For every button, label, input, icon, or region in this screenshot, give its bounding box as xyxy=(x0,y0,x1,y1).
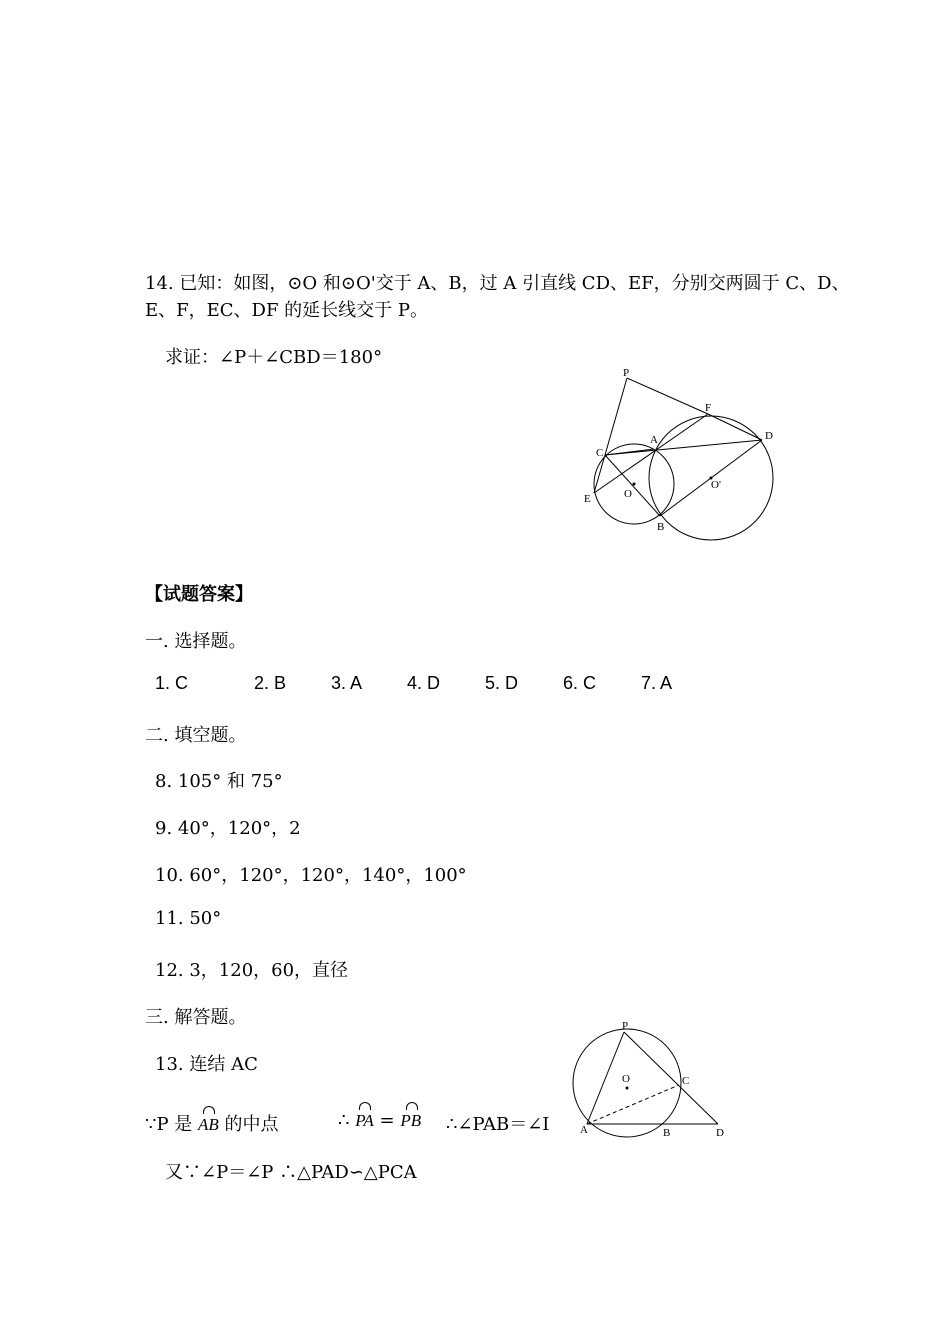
line-pd xyxy=(624,1032,718,1124)
label-d: D xyxy=(716,1127,724,1139)
q13-arc-equality xyxy=(338,1110,421,1131)
section-solve: 三. 解答题。 xyxy=(145,1007,247,1028)
arc-pa: PA xyxy=(355,1111,374,1130)
choice-answer: 7. A xyxy=(641,673,673,693)
label-c: C xyxy=(596,447,604,459)
label-d: D xyxy=(765,430,773,442)
fill-answer: 12. 3，120，60，直径 xyxy=(155,960,349,981)
section-fill: 二. 填空题。 xyxy=(145,725,247,746)
q13-line1: 13. 连结 AC xyxy=(155,1054,258,1075)
choice-answer: 2. B xyxy=(254,673,287,693)
line-cb xyxy=(605,455,660,516)
label-b: B xyxy=(663,1127,671,1139)
line-pc xyxy=(605,378,627,455)
choice-answer: 6. C xyxy=(563,673,597,693)
label-o-prime: O' xyxy=(711,479,721,491)
label-a: A xyxy=(580,1124,588,1136)
line-cd xyxy=(605,440,762,455)
choice-answer: 3. A xyxy=(331,673,363,693)
q13-because: ∵P 是 xyxy=(145,1114,193,1135)
label-o: O xyxy=(622,1073,630,1085)
q13-equals: = xyxy=(379,1110,395,1131)
fill-answer: 8. 105° 和 75° xyxy=(155,771,283,792)
line-fd xyxy=(708,414,762,440)
fill-answer: 10. 60°，120°，120°，140°，100° xyxy=(155,865,467,886)
label-a: A xyxy=(650,434,658,446)
fill-answer: 11. 50° xyxy=(155,908,222,929)
center-o xyxy=(633,483,636,486)
arc-ab: AB xyxy=(198,1115,219,1134)
line-pf xyxy=(627,378,708,414)
line-ef xyxy=(594,414,708,493)
line-pa xyxy=(587,1032,624,1124)
choice-answer: 5. D xyxy=(485,673,519,693)
choice-answer: 1. C xyxy=(155,673,189,693)
fill-answer: 9. 40°，120°，2 xyxy=(155,818,301,839)
problem13-figure xyxy=(570,1015,730,1145)
label-b: B xyxy=(657,521,665,533)
q13-line2 xyxy=(145,1110,279,1136)
problem14-line2: E、F，EC、DF 的延长线交于 P。 xyxy=(145,300,429,321)
answers-title: 【试题答案】 xyxy=(145,584,253,605)
q13-angle: ∴∠PAB＝∠I xyxy=(446,1114,550,1135)
section-choice: 一. 选择题。 xyxy=(145,631,247,652)
center-o xyxy=(626,1087,629,1090)
q13-midpoint: 的中点 xyxy=(224,1114,279,1135)
label-e: E xyxy=(584,493,591,505)
choice-answer: 4. D xyxy=(407,673,441,693)
label-f: F xyxy=(705,402,712,414)
q13-therefore: ∴ xyxy=(338,1110,350,1131)
problem14-figure xyxy=(570,360,790,550)
label-p: P xyxy=(622,1020,629,1032)
q13-line3: 又∵∠P＝∠P ∴△PAD∽△PCA xyxy=(165,1162,417,1183)
label-o: O xyxy=(624,488,632,500)
label-p: P xyxy=(623,367,630,379)
problem14-line1: 14. 已知：如图，⊙O 和⊙O'交于 A、B，过 A 引直线 CD、EF，分别交两圆于 C、D、 xyxy=(145,273,850,294)
label-c: C xyxy=(682,1075,690,1087)
problem14-prove: 求证：∠P＋∠CBD＝180° xyxy=(165,347,383,368)
arc-pb: PB xyxy=(400,1111,422,1130)
